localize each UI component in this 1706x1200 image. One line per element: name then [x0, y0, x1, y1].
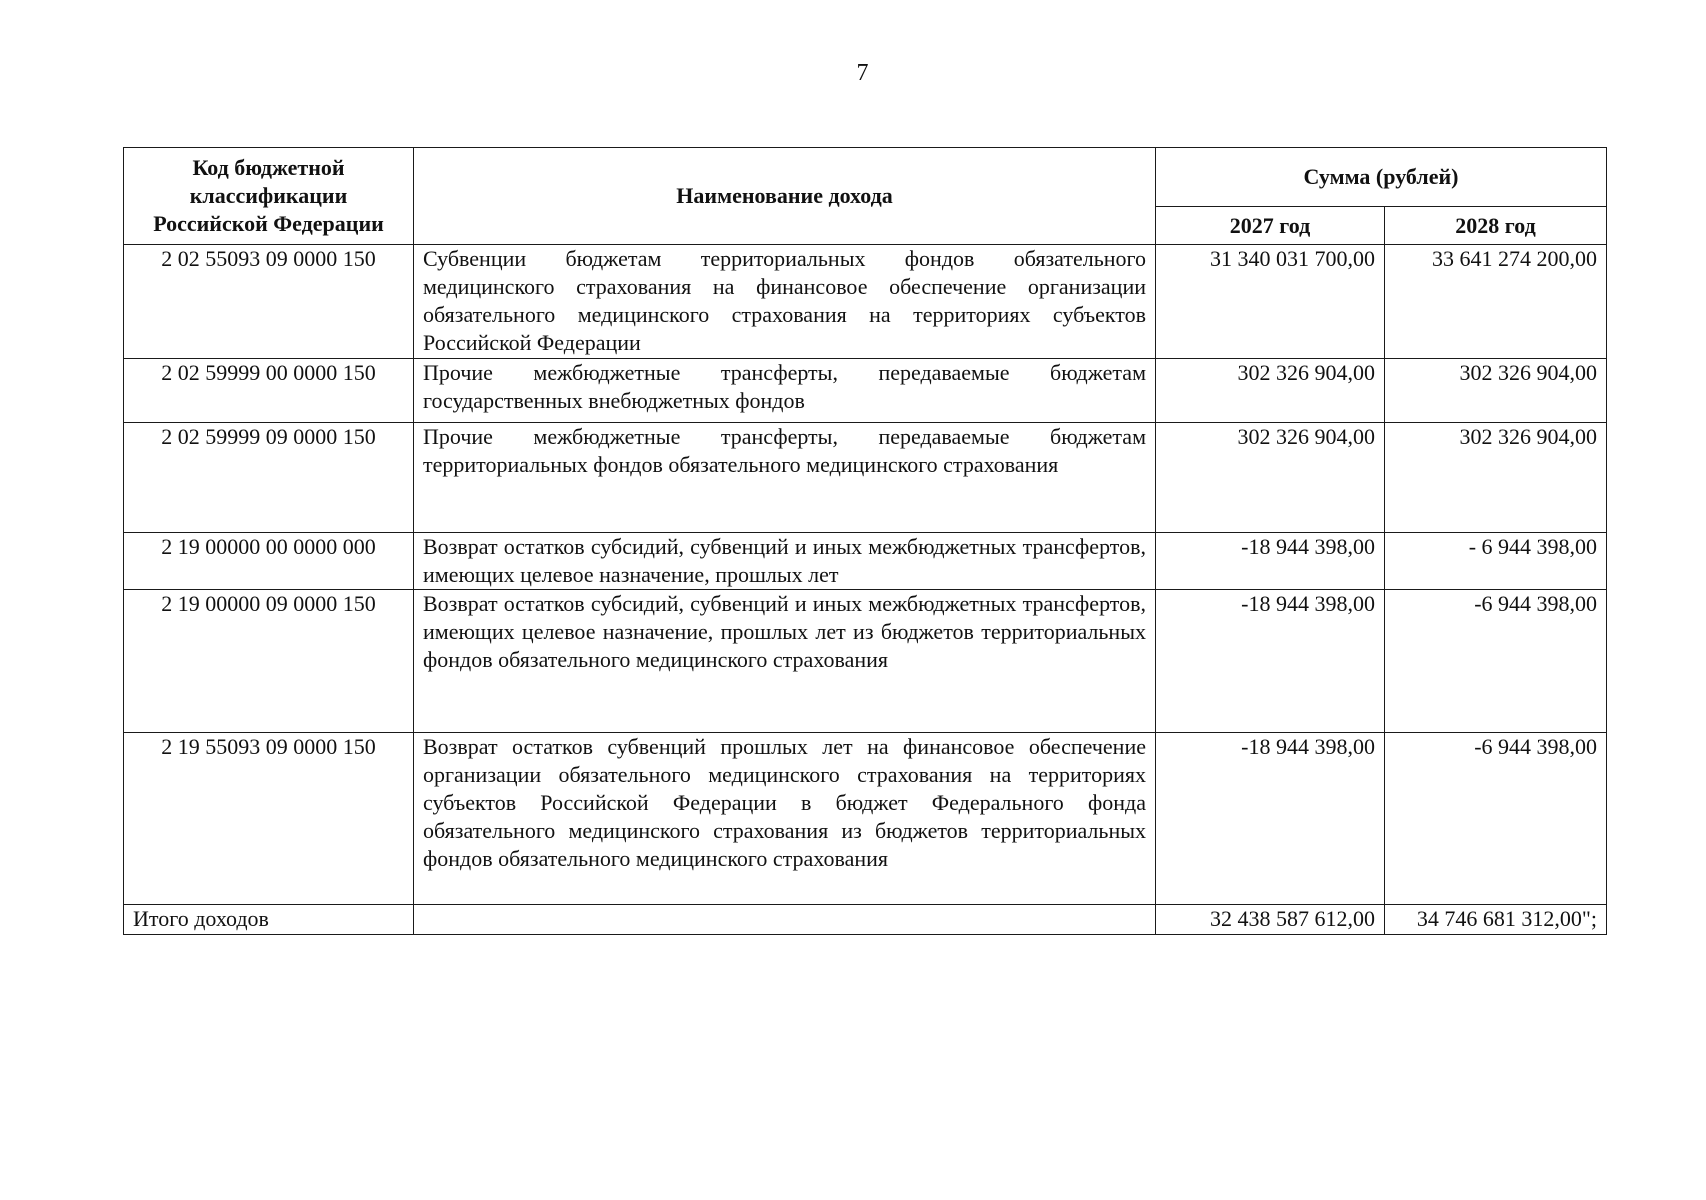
row-sum-2028: 302 326 904,00 [1385, 423, 1607, 533]
row-sum-2027: 302 326 904,00 [1156, 423, 1385, 533]
row-sum-2027: -18 944 398,00 [1156, 533, 1385, 590]
table-row [124, 533, 1607, 590]
table-row [124, 359, 1607, 423]
total-sum-2028: 34 746 681 312,00"; [1385, 905, 1607, 935]
total-label: Итого доходов [124, 905, 414, 935]
row-sum-2027: -18 944 398,00 [1156, 590, 1385, 733]
row-name: Возврат остатков субвенций прошлых лет на финансовое обеспечение организации обязательного медицинского страхования на территориях субъектов Российской Федерации в бюджет Федерального фонда обязательного медицинского страхования из бюджетов территориальных фондов обязательного медицинского страхования [414, 733, 1156, 905]
row-sum-2028: - 6 944 398,00 [1385, 533, 1607, 590]
row-code: 2 02 55093 09 0000 150 [124, 245, 414, 359]
row-sum-2028: 302 326 904,00 [1385, 359, 1607, 423]
header-year-2028: 2028 год [1385, 207, 1607, 245]
row-name: Возврат остатков субсидий, субвенций и иных межбюджетных трансфертов, имеющих целевое назначение, прошлых лет из бюджетов территориальных фондов обязательного медицинского страхования [414, 590, 1156, 733]
row-code: 2 19 55093 09 0000 150 [124, 733, 414, 905]
header-sum: Сумма (рублей) [1156, 148, 1607, 207]
total-sum-2027: 32 438 587 612,00 [1156, 905, 1385, 935]
row-code: 2 02 59999 00 0000 150 [124, 359, 414, 423]
page-number: 7 [856, 60, 869, 86]
row-name: Возврат остатков субсидий, субвенций и иных межбюджетных трансфертов, имеющих целевое назначение, прошлых лет [414, 533, 1156, 590]
income-table [123, 147, 1607, 935]
row-sum-2028: 33 641 274 200,00 [1385, 245, 1607, 359]
row-name: Субвенции бюджетам территориальных фондов обязательного медицинского страхования на финансовое обеспечение организации обязательного медицинского страхования на территориях субъектов Российской Федерации [414, 245, 1156, 359]
table-row [124, 733, 1607, 905]
header-name: Наименование дохода [414, 148, 1156, 245]
header-year-2027: 2027 год [1156, 207, 1385, 245]
table-row [124, 423, 1607, 533]
row-sum-2027: 302 326 904,00 [1156, 359, 1385, 423]
table-row [124, 590, 1607, 733]
row-name: Прочие межбюджетные трансферты, передаваемые бюджетам территориальных фондов обязательного медицинского страхования [414, 423, 1156, 533]
row-name: Прочие межбюджетные трансферты, передаваемые бюджетам государственных внебюджетных фондов [414, 359, 1156, 423]
row-sum-2028: -6 944 398,00 [1385, 733, 1607, 905]
row-code: 2 02 59999 09 0000 150 [124, 423, 414, 533]
row-code: 2 19 00000 00 0000 000 [124, 533, 414, 590]
table-row [124, 245, 1607, 359]
row-sum-2027: 31 340 031 700,00 [1156, 245, 1385, 359]
total-row [124, 905, 1607, 935]
row-sum-2028: -6 944 398,00 [1385, 590, 1607, 733]
row-sum-2027: -18 944 398,00 [1156, 733, 1385, 905]
total-name-empty [414, 905, 1156, 935]
header-code: Код бюджетной классификации Российской Федерации [124, 148, 414, 245]
row-code: 2 19 00000 09 0000 150 [124, 590, 414, 733]
